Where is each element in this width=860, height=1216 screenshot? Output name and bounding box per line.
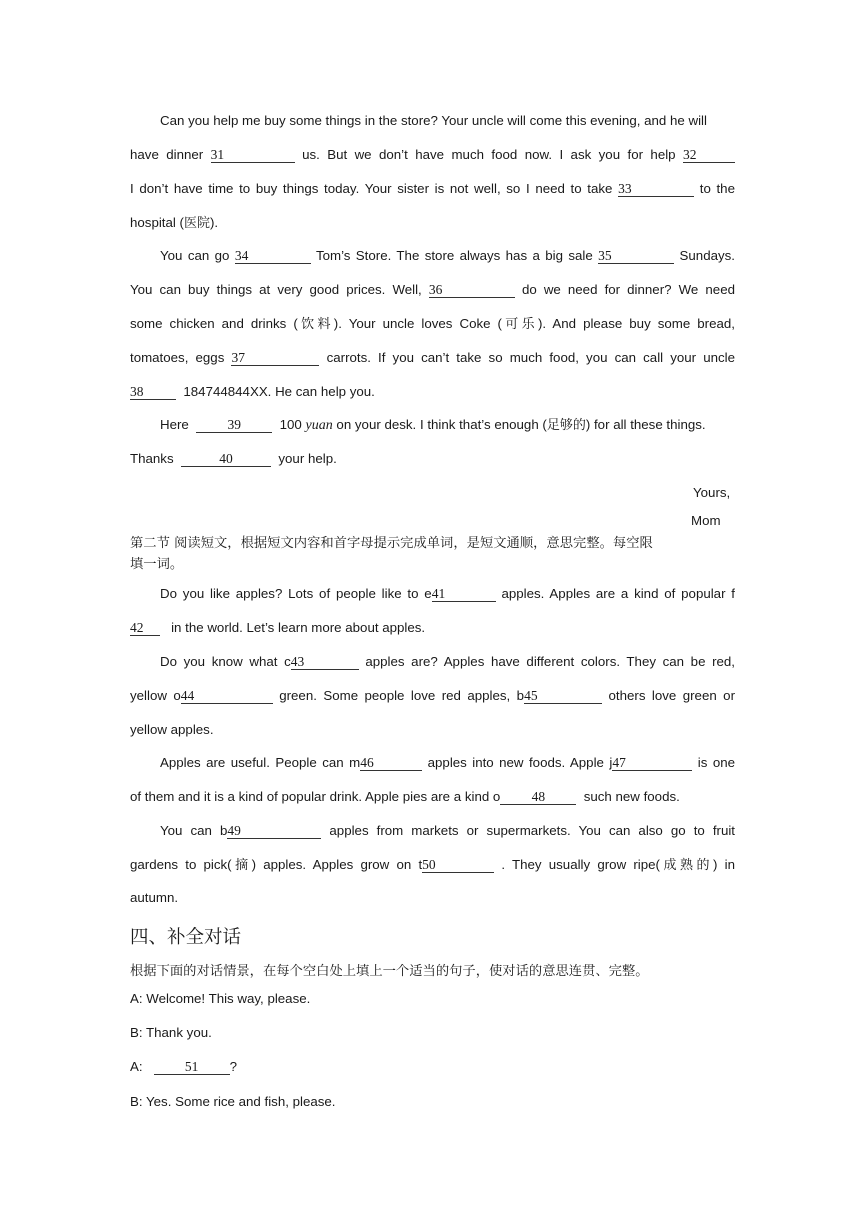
p2-line2: You can buy things at very good prices. Well, 36 do we need for dinner? We need	[130, 282, 735, 297]
blank-32[interactable]: 32	[683, 148, 735, 163]
p1-line1: Can you help me buy some things in the store? Your uncle will come this evening, and he will	[160, 113, 707, 128]
blank-43[interactable]: 43	[291, 655, 359, 670]
q1-line2: 42 in the world. Let’s learn more about apples.	[130, 620, 426, 635]
blank-49[interactable]: 49	[227, 824, 321, 839]
blank-34[interactable]: 34	[235, 249, 311, 264]
blank-48[interactable]: 48	[500, 790, 576, 805]
dialog-a1: A: Welcome! This way, please.	[130, 991, 311, 1006]
q3-line1: Apples are useful. People can m46 apples into new foods. Apple j47 is one	[160, 755, 736, 770]
blank-51[interactable]: 51	[154, 1060, 230, 1075]
section4-heading: 四、补全对话	[130, 927, 242, 948]
section2-title-line1: 第二节 阅读短文，根据短文内容和首字母提示完成单词，是短文通顺，意思完整。每空限	[130, 536, 653, 551]
q4-line1: You can b49 apples from markets or supermarkets. You can also go to fruit	[160, 823, 735, 838]
p3-line2: Thanks 40 your help.	[130, 451, 337, 466]
dialog-b2: B: Yes. Some rice and fish, please.	[130, 1094, 336, 1109]
p2-line3: some chicken and drinks (饮料). Your uncle loves Coke (可乐). And please buy some bread,	[130, 316, 735, 332]
blank-40[interactable]: 40	[181, 452, 271, 467]
q4-line2: gardens to pick(摘) apples. Apples grow on t50 . They usually grow ripe(成熟的) in	[130, 857, 735, 873]
q2-line2: yellow o44 green. Some people love red apples, b45 others love green or	[130, 688, 735, 703]
blank-39[interactable]: 39	[196, 418, 272, 433]
blank-33[interactable]: 33	[618, 182, 694, 197]
blank-31[interactable]: 31	[211, 148, 295, 163]
q4-line3: autumn.	[130, 890, 179, 905]
blank-50[interactable]: 50	[422, 858, 494, 873]
closing-mom: Mom	[691, 513, 721, 528]
blank-45[interactable]: 45	[524, 689, 602, 704]
p1-line4: hospital (医院).	[130, 215, 219, 231]
q2-line3: yellow apples.	[130, 722, 214, 737]
blank-41[interactable]: 41	[432, 587, 496, 602]
blank-36[interactable]: 36	[429, 283, 515, 298]
blank-42[interactable]: 42	[130, 621, 160, 636]
blank-47[interactable]: 47	[612, 756, 692, 771]
q1-line1: Do you like apples? Lots of people like to e41 apples. Apples are a kind of popular f	[160, 586, 735, 601]
blank-44[interactable]: 44	[181, 689, 273, 704]
p3-line1: Here 39 100 yuan on your desk. I think that’s enough (足够的) for all these things.	[160, 417, 706, 433]
p1-line2: have dinner 31 us. But we don’t have much food now. I ask you for help 32	[130, 146, 735, 164]
p2-line1: You can go 34 Tom’s Store. The store always has a big sale 35 Sundays.	[160, 248, 735, 263]
q2-line1: Do you know what c43 apples are? Apples have different colors. They can be red,	[160, 654, 736, 669]
q3-line2: of them and it is a kind of popular drink. Apple pies are a kind o 48 such new foods.	[130, 789, 680, 804]
blank-46[interactable]: 46	[360, 756, 422, 771]
p2-line4: tomatoes, eggs 37 carrots. If you can’t take so much food, you can call your uncle	[130, 350, 735, 365]
p2-line5: 38 184744844XX. He can help you.	[130, 384, 375, 399]
section4-instruction: 根据下面的对话情景，在每个空白处上填上一个适当的句子，使对话的意思连贯、完整。	[130, 964, 649, 979]
dialog-b1: B: Thank you.	[130, 1025, 212, 1040]
blank-35[interactable]: 35	[598, 249, 674, 264]
dialog-a2: A: 51 ?	[130, 1059, 238, 1074]
blank-37[interactable]: 37	[231, 351, 319, 366]
closing-yours: Yours,	[693, 485, 731, 500]
section2-title-line2: 填一词。	[130, 557, 184, 572]
blank-38[interactable]: 38	[130, 385, 176, 400]
p1-line3: I don’t have time to buy things today. Your sister is not well, so I need to take 33 to the	[130, 181, 735, 196]
